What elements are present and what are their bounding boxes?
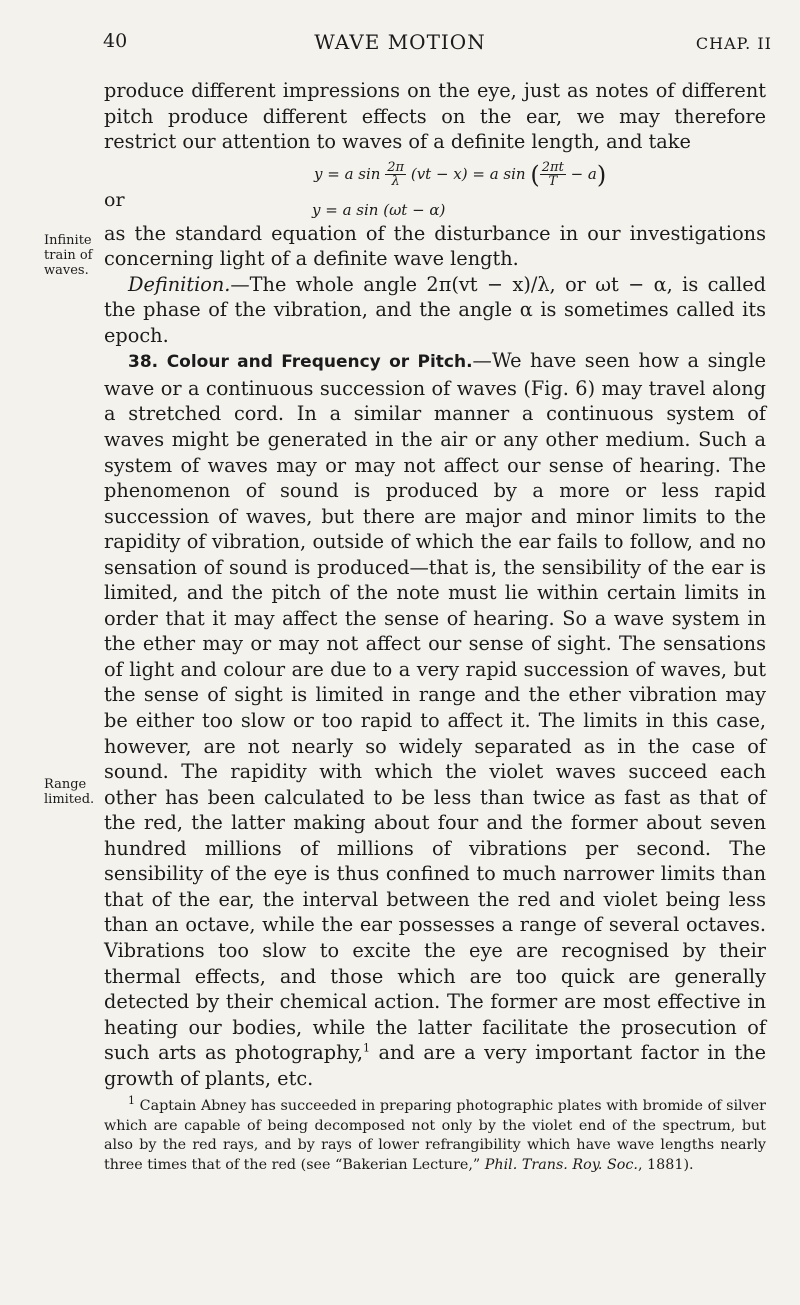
- section-number: 38.: [128, 352, 159, 373]
- section-title: Colour and Frequency or Pitch.: [166, 352, 473, 373]
- equation-or: or: [104, 188, 125, 211]
- page-number: 40: [103, 30, 128, 52]
- margin-note-text: Infinite train of waves.: [44, 233, 93, 278]
- page-body: [104, 78, 766, 1176]
- eq1-inner-frac-den: T: [548, 174, 558, 190]
- footnote-text: [104, 1094, 766, 1175]
- paragraph-standard: as the standard equation of the disturbance in our investigations concerning light of a definite wave length.: [104, 221, 766, 271]
- eq1-frac-num: 2π: [387, 160, 405, 176]
- chapter-label: CHAP. II: [695, 34, 772, 53]
- footnote-marker: 1: [128, 1094, 135, 1108]
- section-text-end: and are a very important factor in the growth of plants, etc.: [104, 1041, 766, 1090]
- paragraph-section-38: [104, 348, 766, 1091]
- eq1-inner-fraction: [540, 161, 566, 188]
- footnote: [104, 1094, 766, 1175]
- eq1-close-paren: ): [596, 160, 607, 189]
- equation-1: [314, 161, 606, 189]
- footnote-body: Captain Abney has succeeded in preparing photographic plates with bromide of silver which are capable of being decomposed not only by the violet end of the spectrum, but also by the red rays, and by rays of lower refrangibility which have wave lengths nearly three times that of the red (see “Bakerian Lecture,”: [104, 1098, 766, 1174]
- eq1-frac-den: λ: [391, 174, 400, 190]
- page-header: [0, 30, 800, 58]
- section-text: —We have seen how a single wave or a continuous succession of waves (Fig. 6) may travel along a stretched cord. In a similar manner a continuous system of waves might be generated in the air or any other medium. Such a system of waves may or may not affect our sense of hearing. The phenomenon of sound is produced by a more or less rapid succession of waves, but there are major and minor limits to the rapidity of vibration, outside of which the ear fails to follow, and no sensation of sound is produced—that is, the sensibility of the ear is limited, and the pitch of the note must lie within certain limits in order that it may affect the sense of hearing. So a wave system in the ether may or may not affect our sense of sight. The sensations of light and colour are due to a very rapid succession of waves, but the sense of sight is limited in range and the ether vibration may be either too slow or too rapid to affect it. The limits in this case, however, are not nearly so widely separated as in the case of sound. The rapidity with which the violet waves succeed each other has been calculated to be less than twice as fast as that of the red, the latter making about four and the former about seven hundred millions of millions of vibrations per second. The sensibility of the eye is thus confined to much narrower limits than that of the ear, the interval between the red and violet being less than an octave, while the ear possesses a range of several octaves. Vibrations too slow to excite the eye are recognised by their thermal effects, and those which are too quick are generally detected by their chemical action. The former are most effective in heating our bodies, while the latter facilitate the prosecution of such arts as photography,: [104, 349, 766, 1065]
- footnote-year: , 1881).: [637, 1157, 694, 1174]
- footnote-reference: 1: [362, 1041, 370, 1055]
- running-title: WAVE MOTION: [314, 30, 486, 54]
- footnote-citation: Phil. Trans. Roy. Soc.: [484, 1157, 638, 1174]
- margin-note-infinite-train: [44, 233, 100, 278]
- eq1-mid: (vt − x) = a sin: [410, 164, 526, 183]
- eq1-lhs: y = a sin: [314, 164, 381, 183]
- eq1-fraction: [385, 161, 406, 188]
- paragraph-definition: [104, 272, 766, 349]
- paragraph-intro: produce different impressions on the eye, just as notes of different pitch produce different effects on the ear, we may therefore restrict our attention to waves of a definite length, and take: [104, 79, 766, 154]
- definition-text: —The whole angle 2π(vt − x)/λ, or ωt − α, is called the phase of the vibration, and the angle α is sometimes called its epoch.: [104, 272, 766, 347]
- eq1-open-paren: (: [530, 160, 540, 189]
- margin-note-text: Range limited.: [44, 777, 95, 807]
- margin-note-range-limited: [44, 777, 100, 807]
- equation-2: y = a sin (ωt − α): [312, 200, 446, 219]
- equation-block: [104, 155, 766, 221]
- definition-label: Definition.: [128, 272, 231, 296]
- eq1-tail: − a: [570, 164, 597, 183]
- eq1-inner-frac-num: 2πt: [541, 160, 564, 176]
